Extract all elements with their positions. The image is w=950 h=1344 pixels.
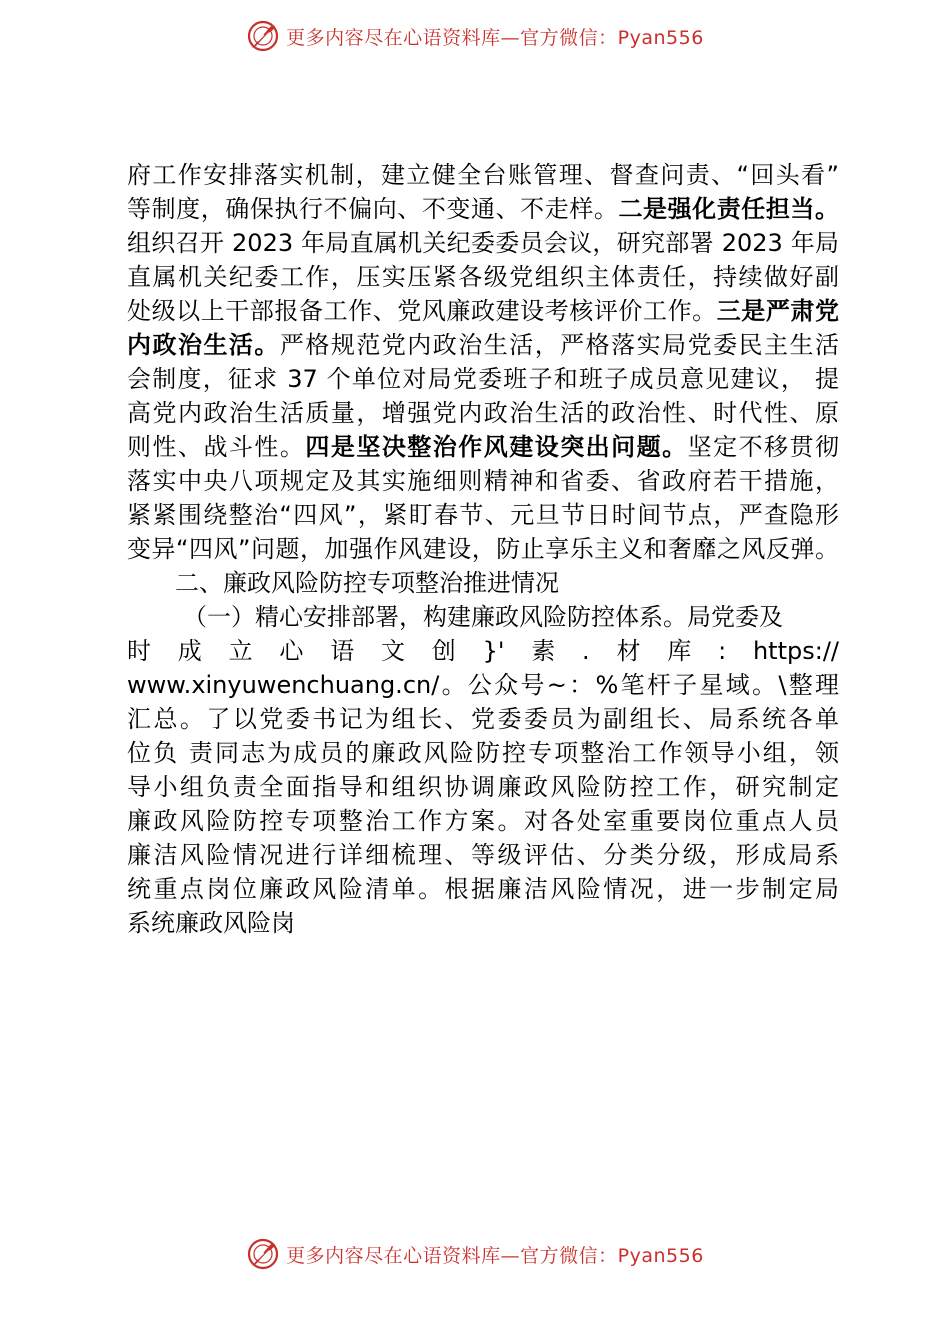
- spaced-line: [127, 634, 839, 668]
- subsection-heading: （一）精心安排部署，构建廉政风险防控体系。局党委及: [183, 603, 783, 631]
- spaced-token: 立: [228, 637, 253, 665]
- watermark-header: [0, 16, 950, 56]
- paragraph-line: 廉政风险防控专项整治工作方案。对各处室重要岗位重点人员: [127, 807, 839, 835]
- paragraph-line: 导小组负责全面指导和组织协调廉政风险防控工作，研究制定: [127, 773, 839, 801]
- paragraph-line: 统重点岗位廉政风险清单。根据廉洁风险情况，进一步制定局: [127, 875, 839, 903]
- paragraph-line: 汇总。了以党委书记为组长、党委委员为副组长、局系统各单: [127, 705, 839, 733]
- paragraph-line: 等制度，确保执行不偏向、不变通、不走样。二是强化责任担当。: [127, 195, 840, 223]
- paragraph-line: 廉洁风险情况进行详细梳理、等级评估、分类分级，形成局系: [127, 841, 839, 869]
- quill-logo-icon: [246, 1237, 280, 1271]
- watermark-id: Pyan556: [617, 26, 704, 49]
- spaced-token: https://: [752, 637, 839, 665]
- bold-heading: 内政治生活。: [127, 331, 280, 359]
- spaced-token: }': [482, 637, 505, 665]
- spaced-token: :: [718, 637, 727, 665]
- paragraph-line: 紧紧围绕整治“四风”，紧盯春节、元旦节日时间节点，严查隐形: [127, 501, 839, 529]
- spaced-token: 材: [616, 637, 641, 665]
- paragraph-line: 府工作安排落实机制，建立健全台账管理、督查问责、“回头看”: [127, 161, 839, 189]
- paragraph-line: 高党内政治生活质量，增强党内政治生活的政治性、时代性、原: [127, 399, 839, 427]
- bold-heading: 三是严肃党: [716, 297, 840, 325]
- quill-logo-icon: [246, 19, 280, 53]
- spaced-token: .: [582, 637, 590, 665]
- bold-heading: 二是强化责任担当。: [618, 195, 840, 223]
- watermark-footer: [0, 1234, 950, 1274]
- watermark-text: 更多内容尽在心语资料库—官方微信：Pyan556: [286, 26, 704, 49]
- spaced-token: 心: [279, 637, 304, 665]
- spaced-token: 素: [531, 637, 556, 665]
- paragraph-line: 直属机关纪委工作，压实压紧各级党组织主体责任，持续做好副: [127, 263, 839, 291]
- paragraph-line: 组织召开 2023 年局直属机关纪委委员会议，研究部署 2023 年局: [127, 229, 839, 257]
- url-line: www.xinyuwenchuang.cn/。公众号~：%笔杆子星域。\整理: [127, 671, 839, 699]
- bold-heading: 四是坚决整治作风建设突出问题。: [305, 433, 688, 461]
- paragraph-line: 内政治生活。严格规范党内政治生活，严格落实局党委民主生活: [127, 331, 840, 359]
- paragraph-line: 落实中央八项规定及其实施细则精神和省委、省政府若干措施，: [127, 467, 839, 495]
- paragraph-line: 位负 责同志为成员的廉政风险防控专项整治工作领导小组，领: [127, 739, 839, 767]
- spaced-token: 语: [330, 637, 355, 665]
- paragraph-line: 则性、战斗性。四是坚决整治作风建设突出问题。坚定不移贯彻: [127, 433, 840, 461]
- spaced-token: 库: [667, 637, 692, 665]
- paragraph-line: 变异“四风”问题，加强作风建设，防止享乐主义和奢靡之风反弹。: [127, 535, 839, 563]
- spaced-token: 文: [380, 637, 405, 665]
- paragraph-line: 处级以上干部报备工作、党风廉政建设考核评价工作。三是严肃党: [127, 297, 840, 325]
- document-body: [127, 158, 839, 940]
- spaced-token: 创: [431, 637, 456, 665]
- paragraph-line: 会制度，征求 37 个单位对局党委班子和班子成员意见建议， 提: [127, 365, 839, 393]
- watermark-id: Pyan556: [617, 1244, 704, 1267]
- watermark-text: 更多内容尽在心语资料库—官方微信：Pyan556: [286, 1244, 704, 1267]
- spaced-token: 成: [177, 637, 202, 665]
- paragraph-line: 系统廉政风险岗: [127, 909, 295, 937]
- spaced-token: 时: [127, 637, 151, 665]
- section-heading: 二、廉政风险防控专项整治推进情况: [175, 569, 559, 597]
